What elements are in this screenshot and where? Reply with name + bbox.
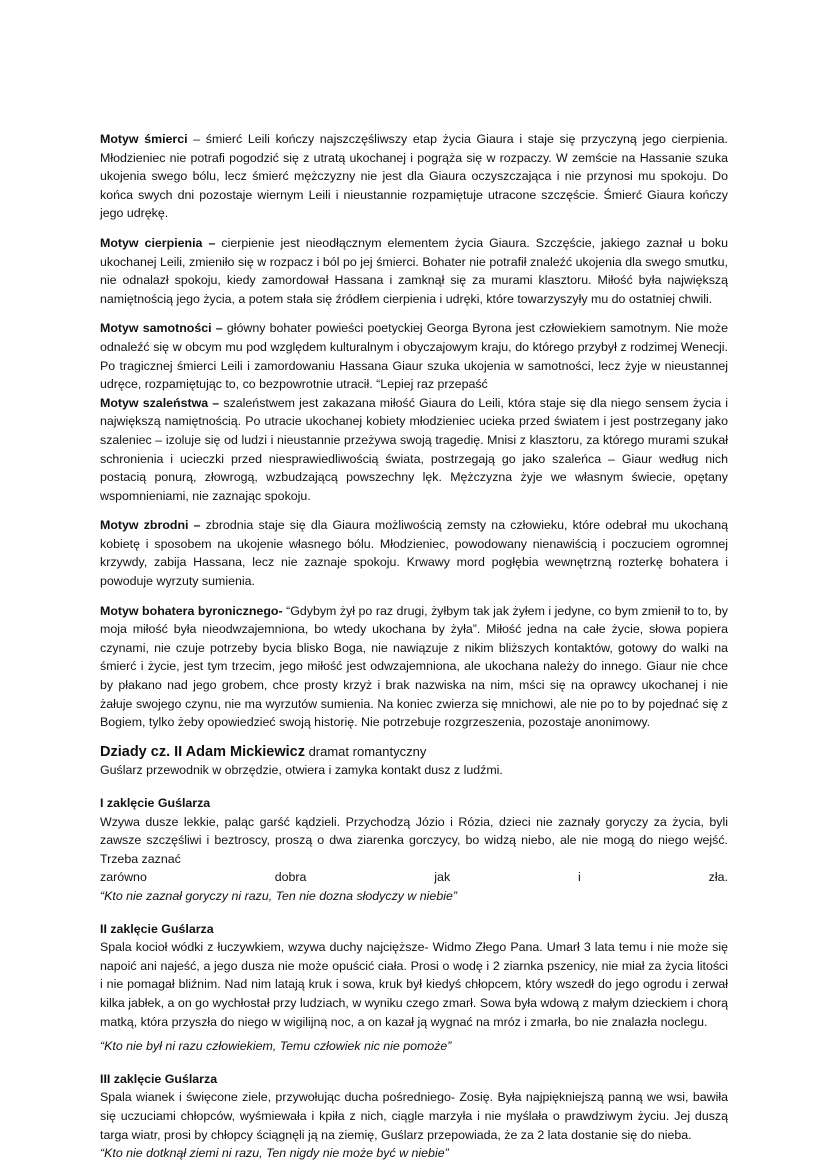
paragraph-text: główny bohater powieści poetyckiej Georga Byrona jest człowiekiem samotnym. Nie może odnaleźć się w obcym mu pod względem kulturalnym i obyczajowym kraju, do którego przybył z rodzimej Wenecji. Po tragicznej śmierci Leili i zamordowaniu Hassana Giaur szuka ukojenia w samotności, lecz żyje w nieustannej udręce, rozpamiętując to, co bezpowrotnie utracił. “Lepiej raz przepaść [100, 321, 728, 392]
paragraph-title: Motyw szaleństwa – [100, 395, 220, 410]
zaklecie-section-3 [100, 1070, 728, 1163]
paragraph-title: Motyw bohatera byronicznego- [100, 603, 283, 618]
paragraph-motyw-bohatera-byronicznego [100, 602, 728, 732]
dziady-title-line [100, 743, 728, 762]
spread-word: zarówno [100, 870, 147, 885]
zaklecie-text: Wzywa dusze lekkie, paląc garść kądzieli. Przychodzą Józio i Rózia, dzieci nie zaznały goryczy za życia, byli zawsze szczęśliwi i beztroscy, proszą o dwa ziarenka gorczycy, bo widzą niebo, ale nie mogą do niego wejść. Trzeba zaznać [100, 814, 728, 866]
zaklecie-section-2 [100, 920, 728, 1056]
paragraph-title: Motyw samotności – [100, 321, 223, 336]
zaklecie-heading: I zaklęcie Guślarza [100, 796, 211, 810]
paragraph-text: “Gdybym żył po raz drugi, żyłbym tak jak żyłem i jedyne, co bym zmienił to to, by moja miłość była nieodwzajemniona, bo wtedy ukochana by żyła”. Miłość jedna na całe życie, słowa popiera czynami, nie czuje potrzeby bycia blisko Boga, nie nawiązuje z nikim bliższych kontaktów, gotowy do walki na śmierć i życie, jest tym trzecim, jego miłość jest odwzajemniona, ale ukochana należy do innego. Giaur nie chce by płakano nad jego grobem, chce prosty krzyż i brak nazwiska na nim, mści się na oprawcy ukochanej i nie żałuje swojego czynu, nie ma wyrzutów sumienia. Na koniec zwierza się mnichowi, ale nie po to by pojednać się z Bogiem, tylko żeby opowiedzieć swoją historię. Nie potrzebuje rozgrzeszenia, pozostaje anonimowy. [100, 603, 728, 730]
zaklecie-heading: III zaklęcie Guślarza [100, 1071, 218, 1086]
paragraph-motyw-samotnosci [100, 319, 728, 393]
spread-word: i [578, 870, 581, 885]
spread-word: zła. [708, 870, 728, 885]
zaklecie-quote: “Kto nie zaznał goryczy ni razu, Ten nie dozna słodyczy w niebie” [100, 888, 457, 903]
paragraph-motyw-smierci [100, 130, 728, 223]
paragraph-title: Motyw zbrodni – [100, 518, 201, 533]
dziady-title: Dziady cz. II Adam Mickiewicz [100, 743, 305, 760]
zaklecie-heading: II zaklęcie Guślarza [100, 921, 214, 936]
paragraph-motyw-zbrodni [100, 516, 728, 590]
spread-word: dobra [274, 870, 307, 885]
paragraph-title: Motyw śmierci [100, 132, 188, 146]
zaklecie-text: Spala wianek i święcone ziele, przywołując ducha pośredniego- Zosię. Była najpiękniejszą panną we wsi, bawiła się uczuciami chłopców, wyśmiewała i kpiła z nich, ciągle marzyła i nie myślała o prawdziwym życiu. Jej duszą targa wiatr, prosi by chłopcy ściągnęli ją na ziemię, Guślarz przepowiada, że za 2 lata dostanie się do nieba. [100, 1090, 728, 1142]
dziady-section-header [100, 743, 728, 780]
paragraph-text: zbrodnia staje się dla Giaura możliwością zemsty na człowieku, które odebrał mu ukochaną kobietę i sposobem na ukojenie własnego bólu. Młodzieniec, powodowany nienawiścią i poczuciem ogromnej krzywdy, zabija Hassana, lecz nie zaznaje spokoju. Krwawy mord pogłębia wewnętrzną rozterkę bohatera i powoduje wyrzuty sumienia. [100, 518, 728, 589]
paragraph-text: – śmierć Leili kończy najszczęśliwszy etap życia Giaura i staje się przyczyną jego cierpienia. Młodzieniec nie potrafi pogodzić się z utratą ukochanej i pogrąża się w rozpaczy. W zemście na Hassanie szuka ukojenia swego bólu, lecz śmierć mężczyzny nie jest dla Giaura oczyszczająca i nie przynosi mu spokoju. Do końca swych dni pozostaje wiernym Leili i nieustannie rozpamiętuje utracone szczęście. Śmierć Giaura kończy jego udrękę. [100, 132, 728, 221]
dziady-intro: Guślarz przewodnik w obrzędzie, otwiera i zamyka kontakt dusz z ludźmi. [100, 763, 503, 778]
paragraph-title: Motyw cierpienia – [100, 235, 216, 250]
paragraph-motyw-szalenstwa [100, 394, 728, 506]
paragraph-text: cierpienie jest nieodłącznym elementem życia Giaura. Szczęście, jakiego zaznał u boku ukochanej Leili, zmieniło się w rozpacz i ból po jej śmierci. Bohater nie potrafił znaleźć ukojenia dla swego smutku, nie odnalazł spokoju, kiedy zamordował Hassana i zamknął się za murami klasztoru. Miłość była największą namiętnością jego życia, a potem stała się źródłem cierpienia i udręki, które towarzyszyły mu do ostatniej chwili. [100, 235, 728, 306]
zaklecie-text: Spala kocioł wódki z łuczywkiem, wzywa duchy najcięższe- Widmo Złego Pana. Umarł 3 lata temu i nie może się napoić ani najeść, a jego dusza nie może opuścić ciała. Prosi o wodę i 2 ziarnka pszenicy, nie miał za życia litości i nie pomagał bliźnim. Nad nim latają kruk i sowa, kruk był kiedyś chłopcem, który wszedł do jego ogrodu i zerwał kilka jabłek, a on go wychłostał przy ludziach, w wyniku czego zmarł. Sowa była wdową z małym dzieckiem i chorą matką, która przyszła do niego w wigilijną noc, a on kazał ją wygnać na mróz i zmarła, bo nie znalazła noclegu. [100, 940, 728, 1029]
zaklecie-quote: “Kto nie dotknął ziemi ni razu, Ten nigdy nie może być w niebie” [100, 1146, 449, 1161]
zaklecie-section-1 [100, 794, 728, 906]
document-page [100, 130, 728, 1163]
paragraph-motyw-cierpienia [100, 234, 728, 308]
zaklecie-quote: “Kto nie był ni razu człowiekiem, Temu człowiek nic nie pomoże” [100, 1039, 452, 1054]
spread-word: jak [434, 870, 451, 885]
dziady-genre: dramat romantyczny [304, 743, 427, 759]
paragraph-text: szaleństwem jest zakazana miłość Giaura do Leili, która staje się dla niego sensem życia i największą namiętnością. Po utracie ukochanej kobiety młodzieniec ucieka przed światem i jest postrzegany jako szaleniec – izoluje się od ludzi i nieustannie przeżywa swoją tragedię. Mnisi z klasztoru, za którego murami szukał schronienia i ucieczki przed niesprawiedliwością świata, postrzegają go jako szaleńca – Giaur według nich postacią ponurą, złowrogą, wzbudzającą powszechny lęk. Mężczyzna żyje we własnym świecie, opętany wspomnieniami, nie zaznając spokoju. [100, 395, 728, 503]
spread-line [100, 868, 728, 887]
